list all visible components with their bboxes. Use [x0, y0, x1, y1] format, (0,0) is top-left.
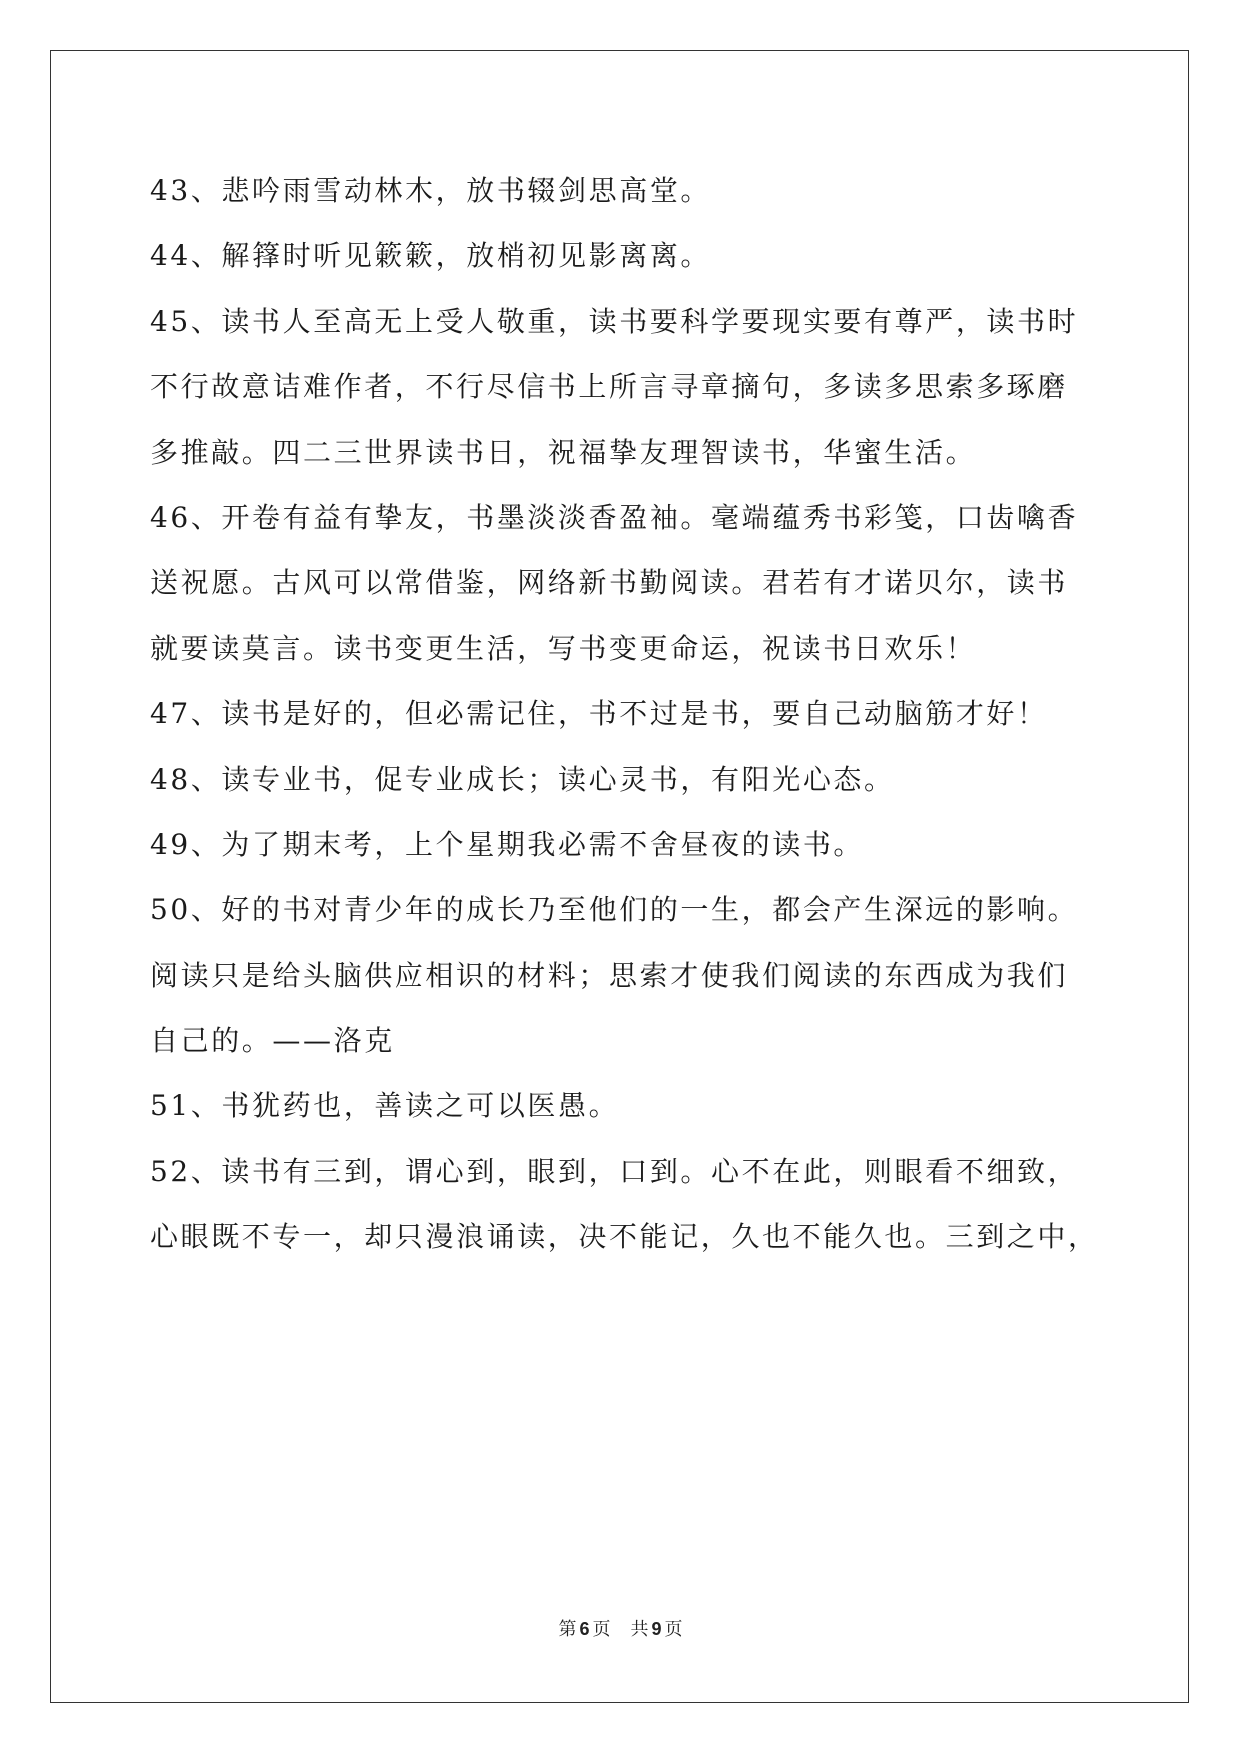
page-footer [0, 1615, 1241, 1641]
footer-total-suffix: 页 [664, 1619, 683, 1640]
text-line: 51、书犹药也，善读之可以医愚。 [150, 1089, 620, 1123]
footer-page-word: 页 [592, 1619, 611, 1640]
text-line: 送祝愿。古风可以常借鉴，网络新书勤阅读。君若有才诺贝尔，读书 [150, 566, 1069, 600]
text-line: 45、读书人至高无上受人敬重，读书要科学要现实要有尊严，读书时 [150, 304, 1079, 338]
text-line: 47、读书是好的，但必需记住，书不过是书，要自己动脑筋才好！ [150, 697, 1048, 731]
text-line: 52、读书有三到，谓心到，眼到，口到。心不在此，则眼看不细致， [150, 1154, 1079, 1188]
text-line: 就要读莫言。读书变更生活，写书变更命运，祝读书日欢乐！ [150, 631, 977, 665]
text-line: 多推敲。四二三世界读书日，祝福挚友理智读书，华蜜生活。 [150, 435, 977, 469]
total-pages-number: 9 [651, 1619, 662, 1639]
text-line: 心眼既不专一，却只漫浪诵读，决不能记，久也不能久也。三到之中， [150, 1220, 1099, 1254]
text-line: 48、读专业书，促专业成长；读心灵书，有阳光心态。 [150, 762, 895, 796]
footer-prefix: 第 [558, 1619, 577, 1640]
text-line: 阅读只是给头脑供应相识的材料；思索才使我们阅读的东西成为我们 [150, 958, 1069, 992]
text-line: 50、好的书对青少年的成长乃至他们的一生，都会产生深远的影响。 [150, 893, 1079, 927]
text-line: 不行故意诘难作者，不行尽信书上所言寻章摘句，多读多思索多琢磨 [150, 370, 1069, 404]
text-line: 44、解箨时听见簌簌，放梢初见影离离。 [150, 239, 712, 273]
current-page-number: 6 [579, 1619, 590, 1639]
text-line: 49、为了期末考，上个星期我必需不舍昼夜的读书。 [150, 827, 865, 861]
text-line: 43、悲吟雨雪动林木，放书辍剑思高堂。 [150, 174, 712, 207]
document-body [150, 158, 1099, 1270]
footer-total-prefix: 共 [630, 1619, 649, 1640]
text-line: 46、开卷有益有挚友，书墨淡淡香盈袖。毫端蕴秀书彩笺，口齿噙香 [150, 500, 1079, 534]
text-line: 自己的。——洛克 [150, 1024, 395, 1058]
